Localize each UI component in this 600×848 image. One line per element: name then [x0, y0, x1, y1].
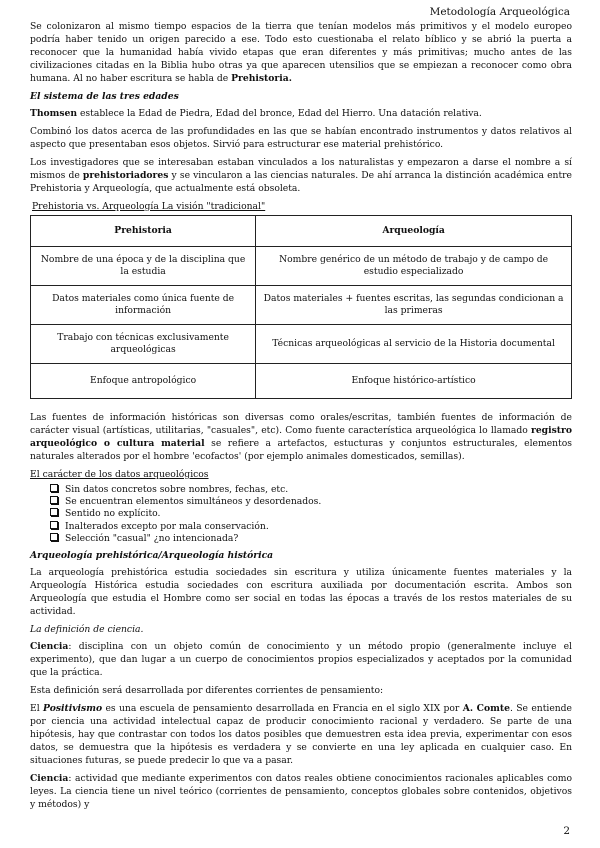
- positivismo-term: Positivismo: [43, 703, 103, 715]
- checkbox-bullet-icon: [50, 533, 58, 541]
- paragraph-positivism: El Positivismo es una escuela de pensamiento desarrollada en Francia en el siglo XIX por A. Comte. Se entiende por ciencia una actividad intelectual capaz de producir conocimiento racional y verdadero. Se parte de una hipótesis, hay que contrastar con todos los datos posibles que demuestren esta idea previa, experimentar con esos datos, se demuestra que la hipótesis es verdadera y se convierte en una ley aplicada en cualquier caso. En situaciones futuras, se puede predecir lo que va a pasar.: [30, 703, 572, 767]
- list-item: Selección "casual" ¿no intencionada?: [50, 533, 572, 545]
- checkbox-bullet-icon: [50, 484, 58, 492]
- table-caption: Prehistoria vs. Arqueología La visión "tradicional": [32, 201, 266, 212]
- paragraph-arch-types: La arqueología prehistórica estudia sociedades sin escritura y utiliza únicamente fuentes materiales y la Arqueología Histórica estudia sociedades con escritura auxiliada por documentación escrita. Ambos son Arqueología que estudia el Hombre como ser social en todas las épocas a través de los restos materiales de su actividad.: [30, 567, 572, 618]
- table-cell: Datos materiales + fuentes escritas, las segundas condicionan a las primeras: [256, 286, 572, 325]
- header-prehistoria: Prehistoria: [31, 216, 256, 247]
- checkbox-bullet-icon: [50, 496, 58, 504]
- list-item: Se encuentran elementos simultáneos y desordenados.: [50, 496, 572, 508]
- page-number: 2: [563, 825, 570, 837]
- paragraph-science-intro: Esta definición será desarrollada por diferentes corrientes de pensamiento:: [30, 685, 384, 697]
- list-item: Inalterados excepto por mala conservación.: [50, 521, 572, 533]
- checkbox-bullet-icon: [50, 521, 58, 529]
- table-cell: Enfoque histórico-artístico: [256, 364, 572, 399]
- table-header-row: [31, 216, 572, 247]
- paragraph-science-definition: Ciencia: disciplina con un objeto común de conocimiento y un método propio (generalmente incluye el experimento), que dan lugar a un cuerpo de conocimientos propios especializados y aceptados por la comunidad que la práctica.: [30, 641, 572, 679]
- table-row: [31, 286, 572, 325]
- table-cell: Trabajo con técnicas exclusivamente arqueológicas: [31, 325, 256, 364]
- heading-three-ages: El sistema de las tres edades: [30, 91, 179, 102]
- table-row: [31, 364, 572, 399]
- comparison-table: [30, 215, 572, 399]
- heading-arch-types: Arqueología prehistórica/Arqueología histórica: [30, 550, 274, 562]
- table-cell: Datos materiales como única fuente de información: [31, 286, 256, 325]
- table-cell: Enfoque antropológico: [31, 364, 256, 399]
- ciencia-term-2: Ciencia: [30, 773, 69, 785]
- data-character-list: [30, 484, 572, 545]
- paragraph-thomsen: Thomsen establece la Edad de Piedra, Edad del bronce, Edad del Hierro. Una datación relativa.: [30, 108, 482, 119]
- list-item: Sin datos concretos sobre nombres, fechas, etc.: [50, 484, 572, 496]
- paragraph-science-activity: Ciencia: actividad que mediante experimentos con datos reales obtiene conocimientos racionales aplicables como leyes. La ciencia tiene un nivel teórico (corrientes de pensamiento, conceptos globales sobre contenidos, objetivos y métodos) y: [30, 773, 572, 811]
- page-content: [30, 20, 572, 816]
- ciencia-term: Ciencia: [30, 641, 69, 653]
- heading-data-character: El carácter de los datos arqueológicos: [30, 469, 209, 480]
- header-arqueologia: Arqueología: [256, 216, 572, 247]
- prehistoriadores-term: prehistoriadores: [82, 170, 169, 181]
- table-row: [31, 247, 572, 286]
- table-cell: Nombre de una época y de la disciplina que la estudia: [31, 247, 256, 286]
- paragraph-sources: Las fuentes de información históricas son diversas como orales/escritas, también fuentes de información de carácter visual (artísticas, utilitarias, "casuales", etc). Como fuente característica arqueológica lo llamado registro arqueológico o cultura material se refiere a artefactos, estucturas y conjuntos estructurales, elementos naturales alterados por el hombre 'ecofactos' (por ejemplo animales domesticados, semillas).: [30, 412, 572, 462]
- comte-name: A. Comte: [462, 703, 510, 715]
- paragraph-researchers: Los investigadores que se interesaban estaban vinculados a los naturalistas y empezaron a darse el nombre a sí mismos de prehistoriadores y se vincularon a las ciencias naturales. De ahí arranca la distinción académica entre Prehistoria y Arqueología, que actualmente está obsoleta.: [30, 157, 572, 194]
- paragraph-intro: Se colonizaron al mismo tiempo espacios de la tierra que tenían modelos más primitivos y el modelo europeo podría haber tenido un origen parecido a ese. Todo esto cuestionaba el relato bíblico y se abrió la puerta a reconocer que la humanidad había vivido etapas que eran diferentes y más primitivas; mucho antes de las civilizaciones citadas en la Biblia hubo otras ya que aparecen utensilios que se empiezan a reconocer como obra humana. Al no haber escritura se habla de Prehistoria.: [30, 21, 572, 84]
- table-row: [31, 325, 572, 364]
- running-header: Metodología Arqueológica: [429, 6, 570, 18]
- table-cell: Técnicas arqueológicas al servicio de la Historia documental: [256, 325, 572, 364]
- heading-science-definition: La definición de ciencia.: [30, 624, 144, 636]
- checkbox-bullet-icon: [50, 508, 58, 516]
- list-item: Sentido no explícito.: [50, 508, 572, 520]
- table-cell: Nombre genérico de un método de trabajo y de campo de estudio especializado: [256, 247, 572, 286]
- registro-term: registro arqueológico o cultura material: [30, 425, 572, 449]
- thomsen-name: Thomsen: [30, 108, 78, 119]
- paragraph-depths: Combinó los datos acerca de las profundidades en las que se habían encontrado instrumentos y datos relativos al aspecto que presentaban esos objetos. Sirvió para estructurar ese material prehistórico.: [30, 126, 572, 150]
- prehistoria-term: Prehistoria.: [231, 73, 292, 84]
